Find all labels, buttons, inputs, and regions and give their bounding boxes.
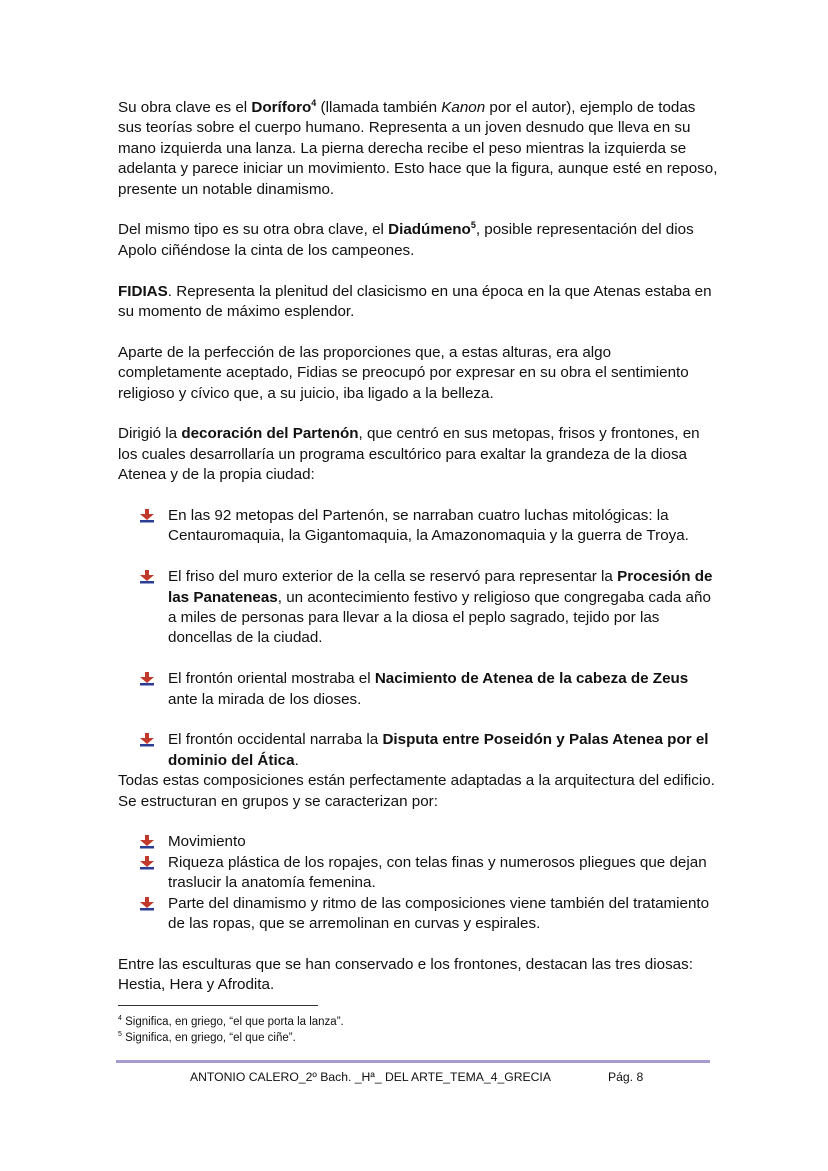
text: El friso del muro exterior de la cella se reservó para representar la: [168, 568, 618, 586]
arrow-bullet-icon: [140, 672, 156, 686]
text: El frontón occidental narraba la: [168, 731, 383, 749]
text: Su obra clave es el: [118, 99, 252, 116]
list-item: [118, 669, 718, 710]
text: Aparte de la perfección de las proporciones que, a estas alturas, era algo completamente aceptado, Fidias se preocupó por expresar en su obra el sentimiento religioso y cívico que, a su juicio, iba ligado a la belleza.: [118, 343, 689, 402]
body-text: [118, 98, 718, 996]
text: , un acontecimiento festivo y religioso que congregaba cada año a miles de personas para llevar a la diosa el peplo sagrado, tejido por las doncellas de la ciudad.: [168, 588, 711, 647]
text: El frontón oriental mostraba el: [168, 670, 375, 688]
text: . Representa la plenitud del clasicismo en una época en la que Atenas estaba en su momento de máximo esplendor.: [118, 282, 712, 321]
paragraph-proporciones: [118, 343, 718, 404]
paragraph-partenon: [118, 424, 718, 485]
paragraph-diadumeno: [118, 220, 718, 261]
arrow-bullet-icon: [140, 733, 156, 747]
term-disputa-atica: Disputa entre Poseidón y Palas Atenea por el dominio del Ática: [168, 731, 709, 769]
text: (llamada también: [316, 99, 442, 116]
list-item: [118, 730, 718, 771]
footnote-text: Significa, en griego, “el que ciñe”.: [121, 1032, 296, 1044]
arrow-bullet-icon: [140, 509, 156, 523]
arrow-bullet-icon: [140, 856, 156, 870]
text: .: [294, 751, 299, 769]
term-panateneas: Procesión de las Panateneas: [168, 568, 713, 606]
footer-rule: [116, 1060, 710, 1063]
list-item: [118, 853, 718, 894]
text: Parte del dinamismo y ritmo de las composiciones viene también del tratamiento de las ropas, que se arremolinan en curvas y espirales.: [168, 894, 710, 933]
footer-text: ANTONIO CALERO_2º Bach. _Hª_ DEL ARTE_TEMA_4_GRECIA: [190, 1070, 551, 1084]
paragraph-fidias: [118, 282, 718, 323]
footnote-5: [118, 1030, 718, 1046]
term-doriforo: Doríforo: [251, 99, 312, 116]
footnote-separator: [118, 1005, 318, 1006]
footnote-ref-5[interactable]: 5: [470, 220, 476, 231]
list-item: [118, 832, 718, 852]
term-fidias: FIDIAS: [118, 282, 168, 300]
paragraph-diosas: [118, 955, 718, 996]
partenon-bullet-list: [118, 506, 718, 771]
arrow-bullet-icon: [140, 835, 156, 849]
arrow-bullet-icon: [140, 570, 156, 584]
text: En las 92 metopas del Partenón, se narraban cuatro luchas mitológicas: la Centauromaquia, la Gigantomaquia, la Amazonomaquia y la guerra de Troya.: [168, 507, 689, 545]
footnote-ref-4[interactable]: 4: [311, 98, 317, 108]
term-kanon: Kanon: [441, 99, 486, 116]
text: Del mismo tipo es su otra obra clave, el: [118, 221, 389, 239]
list-item: [118, 567, 718, 649]
footnote-text: Significa, en griego, “el que porta la lanza”.: [121, 1016, 344, 1028]
text: , que centró en sus metopas, frisos y frontones, en los cuales desarrollaría un programa escultórico para exaltar la grandeza de la diosa Atenea y de la propia ciudad:: [118, 425, 700, 484]
list-item: [118, 506, 718, 547]
term-diadumeno: Diadúmeno: [388, 221, 471, 239]
text: Riqueza plástica de los ropajes, con telas finas y numerosos pliegues que dejan traslucir la anatomía femenina.: [168, 853, 707, 892]
term-nacimiento-atenea: Nacimiento de Atenea de la cabeza de Zeus: [374, 670, 689, 688]
arrow-bullet-icon: [140, 897, 156, 911]
footnote-4: [118, 1014, 718, 1030]
footnote-number: 5: [118, 1031, 122, 1038]
term-decoracion-partenon: decoración del Partenón: [181, 425, 359, 443]
list-item: [118, 894, 718, 935]
paragraph-composiciones: [118, 771, 718, 812]
paragraph-doriforo: [118, 98, 718, 200]
text: por el autor), ejemplo de todas sus teorías sobre el cuerpo humano. Representa a un joven desnudo que lleva en su mano izquierda una lanza. La pierna derecha recibe el peso mientras la izquierda se adelanta y parece iniciar un movimiento. Esto hace que la figura, aunque esté en reposo, presente un notable dinamismo.: [118, 99, 718, 198]
footnote-number: 4: [118, 1015, 122, 1022]
characteristics-bullet-list: [118, 832, 718, 934]
text: ante la mirada de los dioses.: [168, 690, 362, 708]
text: Dirigió la: [118, 425, 182, 443]
text: , posible representación del dios Apolo ciñéndose la cinta de los campeones.: [118, 221, 694, 259]
text: Movimiento: [168, 833, 246, 851]
text: Todas estas composiciones están perfectamente adaptadas a la arquitectura del edificio. Se estructuran en grupos y se caracterizan por:: [118, 772, 715, 810]
text: Entre las esculturas que se han conservado e los frontones, destacan las tres diosas: Hestia, Hera y Afrodita.: [118, 955, 693, 994]
footnotes: [118, 1014, 718, 1046]
page-number: Pág. 8: [608, 1070, 644, 1084]
